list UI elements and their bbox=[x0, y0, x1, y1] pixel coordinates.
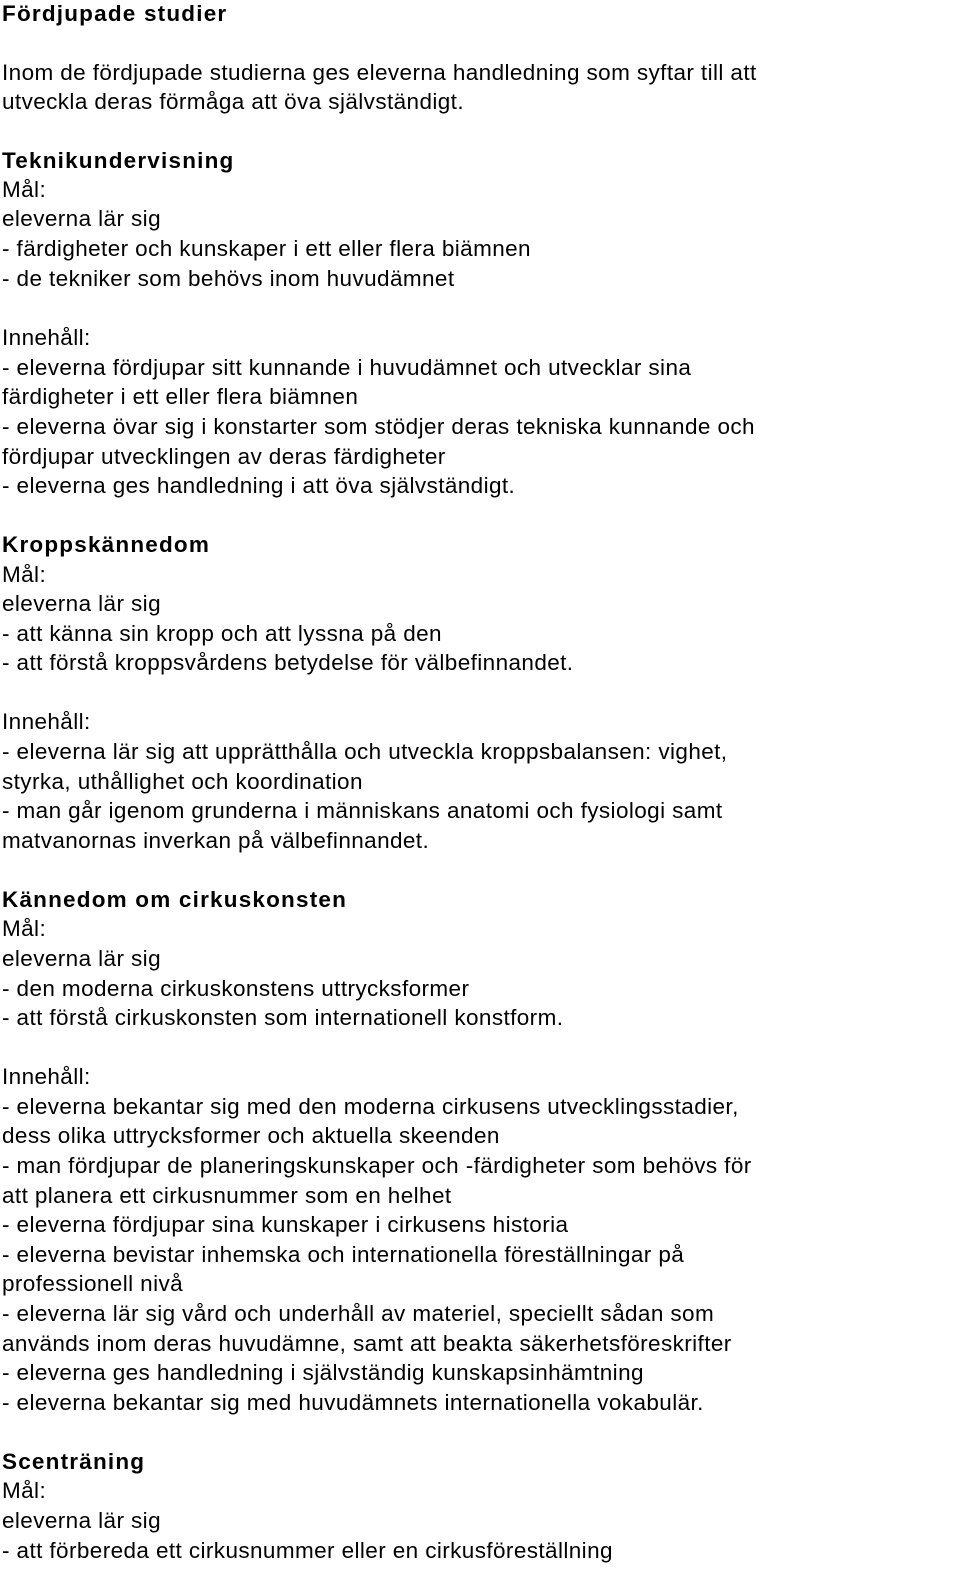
content-line: att planera ett cirkusnummer som en helhet bbox=[2, 1183, 452, 1208]
content-line: - eleverna lär sig att upprätthålla och utveckla kroppsbalansen: vighet, bbox=[2, 739, 728, 764]
goal-line: - att förstå kroppsvårdens betydelse för välbefinnandet. bbox=[2, 650, 574, 675]
content-line: professionell nivå bbox=[2, 1271, 184, 1296]
section-heading-teknikundervisning: Teknikundervisning bbox=[2, 148, 235, 173]
goal-line: - att förstå cirkuskonsten som internationell konstform. bbox=[2, 1005, 564, 1030]
content-line: - eleverna fördjupar sina kunskaper i cirkusens historia bbox=[2, 1212, 569, 1237]
content-line: - man fördjupar de planeringskunskaper och -färdigheter som behövs för bbox=[2, 1153, 752, 1178]
section-heading-scentraning: Scenträning bbox=[2, 1449, 146, 1474]
content-line: - eleverna bevistar inhemska och internationella föreställningar på bbox=[2, 1242, 685, 1267]
content-line: färdigheter i ett eller flera biämnen bbox=[2, 384, 359, 409]
section-heading-kannedom-om-cirkuskonsten: Kännedom om cirkuskonsten bbox=[2, 887, 348, 912]
content-line: - eleverna bekantar sig med huvudämnets internationella vokabulär. bbox=[2, 1390, 704, 1415]
content-line: - eleverna ges handledning i att öva självständigt. bbox=[2, 473, 516, 498]
section-heading-kroppskannedom: Kroppskännedom bbox=[2, 532, 211, 557]
content-line: fördjupar utvecklingen av deras färdigheter bbox=[2, 444, 446, 469]
intro-line: Inom de fördjupade studierna ges eleverna handledning som syftar till att bbox=[2, 60, 757, 85]
content-label: Innehåll: bbox=[2, 325, 91, 350]
content-line: används inom deras huvudämne, samt att beakta säkerhetsföreskrifter bbox=[2, 1331, 732, 1356]
goal-line: eleverna lär sig bbox=[2, 591, 161, 616]
document-title: Fördjupade studier bbox=[2, 1, 228, 26]
content-line: styrka, uthållighet och koordination bbox=[2, 769, 363, 794]
goal-line: - att förbereda ett cirkusnummer eller en cirkusföreställning bbox=[2, 1538, 613, 1563]
goals-label: Mål: bbox=[2, 177, 47, 202]
intro-line: utveckla deras förmåga att öva självständigt. bbox=[2, 89, 464, 114]
goal-line: eleverna lär sig bbox=[2, 1508, 161, 1533]
goal-line: eleverna lär sig bbox=[2, 946, 161, 971]
goal-line: - de tekniker som behövs inom huvudämnet bbox=[2, 266, 455, 291]
goals-label: Mål: bbox=[2, 916, 47, 941]
content-line: - eleverna övar sig i konstarter som stödjer deras tekniska kunnande och bbox=[2, 414, 755, 439]
content-line: - man går igenom grunderna i människans anatomi och fysiologi samt bbox=[2, 798, 723, 823]
goal-line: - färdigheter och kunskaper i ett eller flera biämnen bbox=[2, 236, 531, 261]
goals-label: Mål: bbox=[2, 1478, 47, 1503]
content-label: Innehåll: bbox=[2, 709, 91, 734]
content-line: - eleverna bekantar sig med den moderna cirkusens utvecklingsstadier, bbox=[2, 1094, 739, 1119]
content-line: - eleverna fördjupar sitt kunnande i huvudämnet och utvecklar sina bbox=[2, 355, 692, 380]
content-line: matvanornas inverkan på välbefinnandet. bbox=[2, 828, 430, 853]
goals-label: Mål: bbox=[2, 562, 47, 587]
goal-line: - den moderna cirkuskonstens uttrycksformer bbox=[2, 976, 470, 1001]
goal-line: eleverna lär sig bbox=[2, 206, 161, 231]
content-line: dess olika uttrycksformer och aktuella skeenden bbox=[2, 1123, 500, 1148]
content-line: - eleverna lär sig vård och underhåll av materiel, speciellt sådan som bbox=[2, 1301, 715, 1326]
content-label: Innehåll: bbox=[2, 1064, 91, 1089]
goal-line: - att känna sin kropp och att lyssna på den bbox=[2, 621, 442, 646]
content-line: - eleverna ges handledning i självständig kunskapsinhämtning bbox=[2, 1360, 644, 1385]
